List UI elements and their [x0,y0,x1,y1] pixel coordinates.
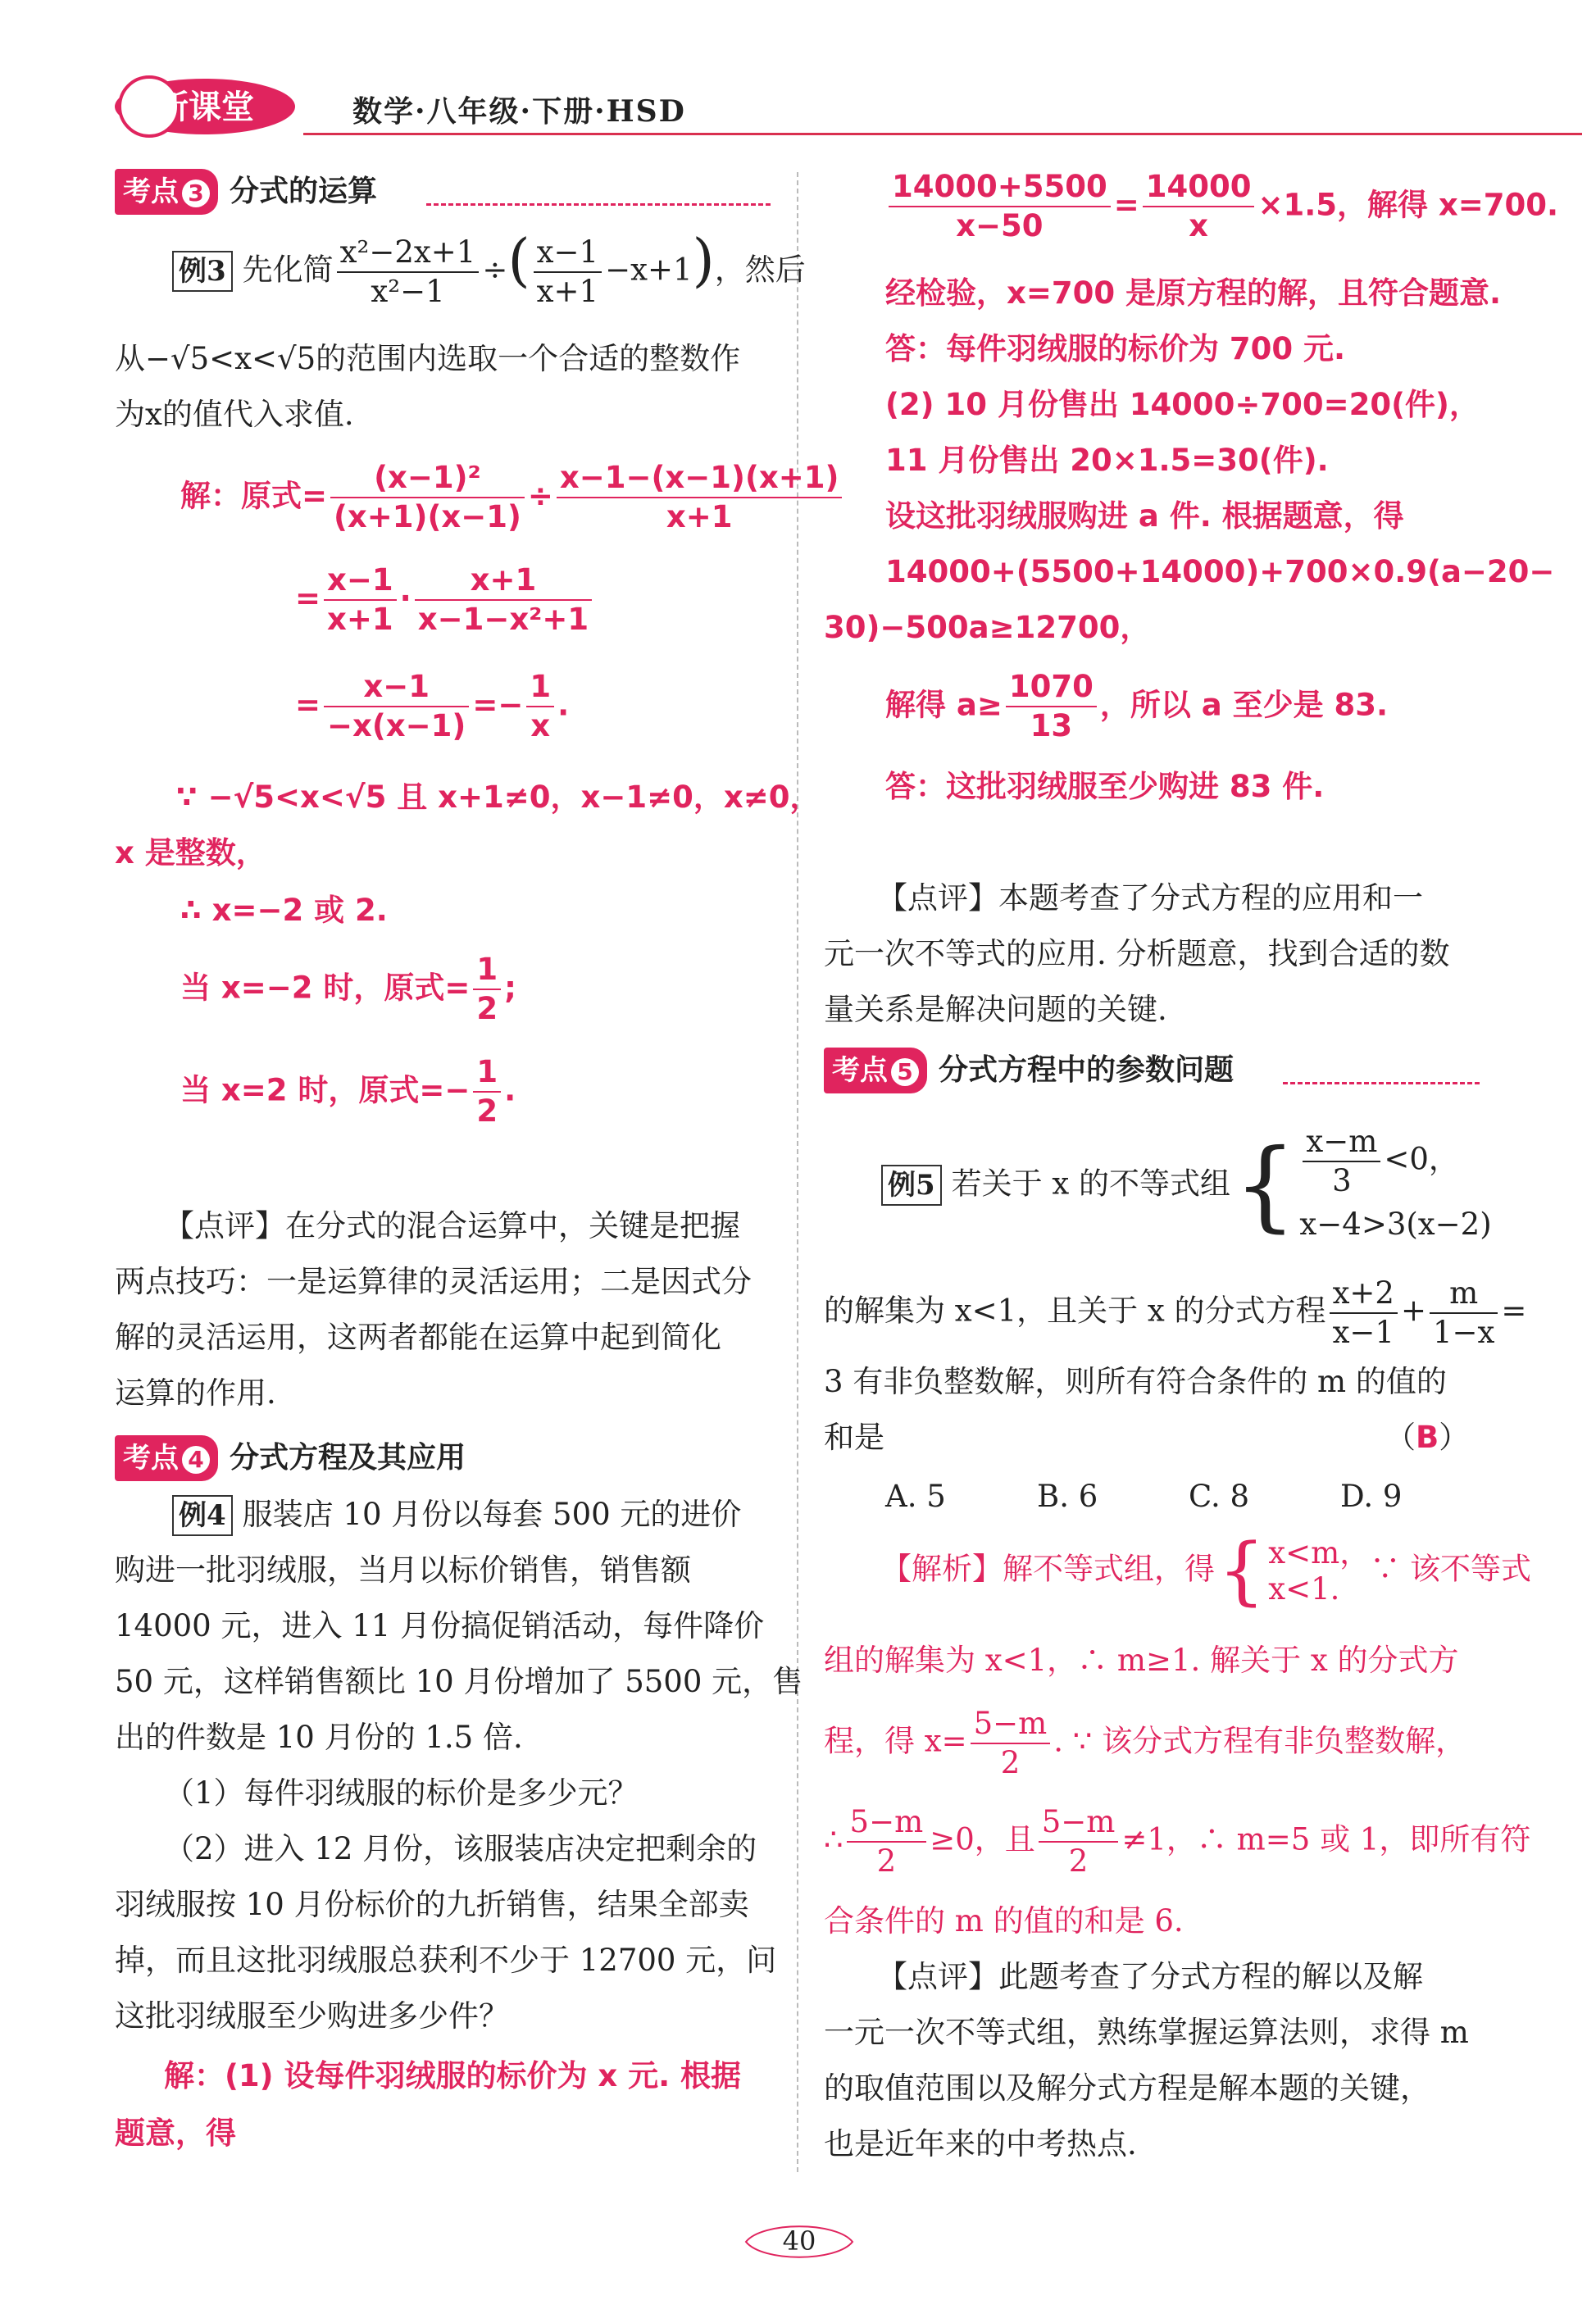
section-4-heading [115,1434,466,1481]
option-b: B. 6 [1037,1479,1098,1514]
solution-4-line: 11 月份售出 20×1.5=30(件). [885,443,1329,478]
section-rule [1283,1082,1480,1084]
page-header [107,74,1484,148]
example-4-line: 50 元，这样销售额比 10 月份增加了 5500 元，售 [115,1664,803,1699]
example-4-line: 这批羽绒服至少购进多少件？ [115,1998,509,2034]
solution-4-line: 30)−500a≥12700， [824,610,1151,645]
logo [107,74,303,139]
review-5-line: 也是近年来的中考热点. [824,2126,1137,2161]
section-number: 3 [182,180,210,207]
solution-3-value2: 当 x=2 时，原式=− $\frac{1}{2}$ . [180,1054,516,1129]
section-tag: 考点 3 [115,169,218,215]
solution-4-line1: 解：(1) 设每件羽绒服的标价为 x 元. 根据 [164,2058,742,2093]
section-title: 分式的运算 [230,175,378,208]
option-c: C. 8 [1189,1479,1250,1514]
example-5-line4: 和是 [824,1420,884,1455]
example-label: 例3 [172,251,233,292]
review-3-line: 解的灵活运用，这两者都能在运算中起到简化 [115,1320,721,1355]
answer-choice: B [1416,1420,1439,1455]
example-4-question1: （1）每件羽绒服的标价是多少元？ [164,1775,639,1811]
review-5-line: 一元一次不等式组，熟练掌握运算法则，求得 m [824,2015,1469,2050]
solution-4-line: 经检验，x=700 是原方程的解，且符合题意. [885,275,1502,311]
section-number: 5 [891,1058,919,1086]
solution-3-value1: 当 x=−2 时，原式= $\frac{1}{2}$ ; [180,952,516,1026]
fraction: $\frac{\text{x²−2x+1}}{\text{x²−1}}$ [337,234,480,311]
example-3-line1: 例3 先化简 $\frac{\text{x²−2x+1}}{\text{x²−1}}$ ÷( $\frac{x-1}{x+1}$ −x+1)，然后 [172,234,806,311]
example-5-line3: 3 有非负整数解，则所有符合条件的 m 的值的 [824,1364,1447,1399]
review-5-line: 【点评】此题考查了分式方程的解以及解 [877,1959,1423,1994]
review-4-line: 元一次不等式的应用. 分析题意，找到合适的数 [824,936,1450,971]
example-5-line1: 例5 若关于 x 的不等式组{ $\frac{x-m}{3}$ <0， x−4>3(x−2) [881,1123,1492,1249]
solution-3-cond1: ∵ −√5<x<√5 且 x+1≠0，x−1≠0，x≠0， [176,780,821,815]
example-4-line: 出的件数是 10 月份的 1.5 倍. [115,1720,523,1755]
solution-4-line: 答：每件羽绒服的标价为 700 元. [885,331,1346,366]
solution-4-line: (2) 10 月份售出 14000÷700=20(件)， [885,387,1480,422]
solution-3-step3: = $\frac{x-1}{-x(x-1)}$ =− $\frac{1}{x}$ . [295,669,570,743]
header-rule [303,133,1582,135]
example-4-line: 掉，而且这批羽绒服总获利不少于 12700 元，问 [115,1943,777,1978]
solution-3-cond3: ∴ x=−2 或 2. [180,893,388,928]
analysis-line5: 合条件的 m 的值的和是 6. [824,1903,1184,1939]
analysis-line4: ∴ $\frac{5-m}{2}$ ≥0，且 $\frac{5-m}{2}$ ≠1，∴ m=5 或 1，即所有符 [824,1804,1531,1879]
solution-3-step1: 解：原式= $\frac{\text{(x−1)²}}{(x+1)(x-1)}$ ÷ $\frac{x-1-(x-1)(x+1)}{x+1}$ [180,459,845,536]
example-label: 例4 [172,1495,233,1536]
solution-4-line2: 题意，得 [115,2116,236,2151]
example-label: 例5 [881,1165,942,1206]
section-title: 分式方程及其应用 [230,1441,466,1475]
analysis-line2: 组的解集为 x<1，∴ m≥1. 解关于 x 的分式方 [824,1643,1459,1678]
page-number-ornament [738,2217,861,2266]
review-5-line: 的取值范围以及解分式方程是解本题的关键， [824,2070,1430,2106]
analysis-line3: 程，得 x= $\frac{5-m}{2}$ . ∵ 该分式方程有非负整数解， [824,1706,1466,1780]
review-3-line: 【点评】在分式的混合运算中，关键是把握 [164,1208,740,1243]
review-3-line: 两点技巧：一是运算律的灵活运用；二是因式分 [115,1264,752,1299]
section-tag: 考点 5 [824,1048,927,1093]
solution-3-step2: = $\frac{x-1}{x+1}$ · $\frac{x+1}{\text{x−1−x²+1}}$ [295,561,595,639]
answer-bracket: （B） [1385,1420,1470,1455]
solution-4-answer: 答：这批羽绒服至少购进 83 件. [885,769,1325,804]
solution-4-line: 设这批羽绒服购进 a 件. 根据题意，得 [885,498,1404,534]
solution-3-cond2: x 是整数， [115,835,266,870]
section-rule [426,203,771,206]
option-d: D. 9 [1340,1479,1403,1514]
logo-text: 新课堂 [156,89,254,126]
example-4-question2: （2）进入 12 月份，该服装店决定把剩余的 [164,1831,757,1866]
example-4-line: 14000 元，进入 11 月份搞促销活动，每件降价 [115,1608,765,1643]
analysis-line1: 【解析】解不等式组，得{ x<m， x<1. ∵ 该不等式 [881,1528,1531,1614]
review-4-line: 【点评】本题考查了分式方程的应用和一 [877,880,1423,916]
section-tag: 考点 4 [115,1435,218,1481]
section-title: 分式方程中的参数问题 [939,1053,1235,1087]
example-4-line: 羽绒服按 10 月份标价的九折销售，结果全部卖 [115,1887,749,1922]
example-5-line2: 的解集为 x<1，且关于 x 的分式方程 $\frac{x+2}{x-1}$ + $\frac{m}{1-x}$ = [824,1275,1527,1350]
header-subtitle: 数学·八年级·下册·HSD [352,94,686,129]
review-4-line: 量关系是解决问题的关键. [824,992,1167,1027]
solution-4-solve: 解得 a≥ $\frac{1070}{13}$ ，所以 a 至少是 83. [885,669,1389,743]
example-3-line3: 为x的值代入求值. [115,397,354,432]
section-number: 4 [182,1446,210,1474]
section-5-heading [824,1047,1234,1093]
section-3-heading [115,168,377,215]
page-number-badge [738,2217,861,2266]
example-3-line2: 从−√5<x<√5的范围内选取一个合适的整数作 [115,341,741,376]
example-4-line1: 例4 服装店 10 月份以每套 500 元的进价 [172,1492,741,1538]
example-4-line: 购进一批羽绒服，当月以标价销售，销售额 [115,1552,691,1588]
option-a: A. 5 [885,1479,946,1514]
review-3-line: 运算的作用. [115,1375,276,1411]
page-number: 40 [782,2225,816,2257]
solution-4-equation: $\frac{14000+5500}{x-50}$ = $\frac{14000}{x}$ ×1.5，解得 x=700. [885,168,1558,245]
solution-4-line: 14000+(5500+14000)+700×0.9(a−20− [885,554,1555,589]
